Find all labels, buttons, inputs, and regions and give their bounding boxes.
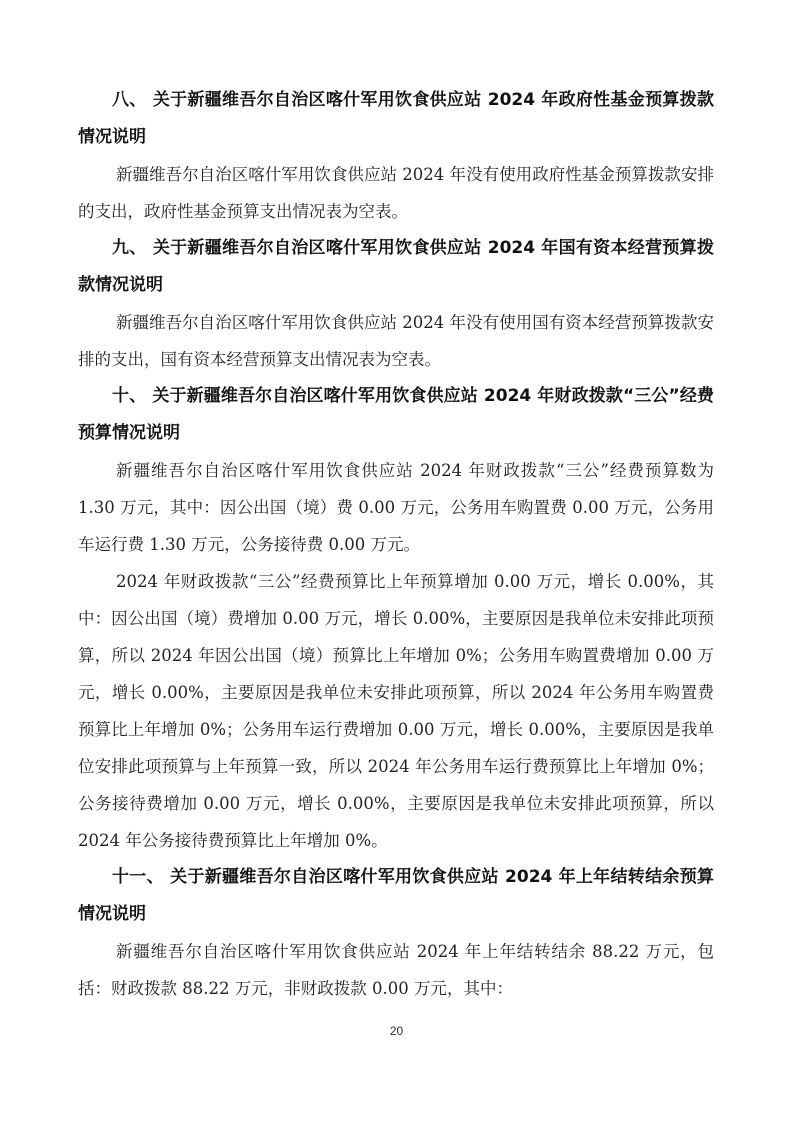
section-heading-11: 十一、 关于新疆维吾尔自治区喀什军用饮食供应站 2024 年上年结转结余预算情况说明 bbox=[78, 867, 714, 924]
section-paragraph: 新疆维吾尔自治区喀什军用饮食供应站 2024 年没有使用国有资本经营预算拨款安排的支出，国有资本经营预算支出情况表为空表。 bbox=[78, 313, 714, 369]
page-number: 20 bbox=[389, 1024, 404, 1038]
section-paragraph: 新疆维吾尔自治区喀什军用饮食供应站 2024 年没有使用政府性基金预算拨款安排的支出，政府性基金预算支出情况表为空表。 bbox=[78, 165, 714, 221]
section-paragraph: 新疆维吾尔自治区喀什军用饮食供应站 2024 年财政拨款“三公”经费预算数为 1.30 万元，其中：因公出国（境）费 0.00 万元，公务用车购置费 0.00 万元，公务用车运行费 1.30 万元，公务接待费 0.00 万元。 bbox=[78, 461, 714, 554]
section-paragraph: 2024 年财政拨款“三公”经费预算比上年预算增加 0.00 万元，增长 0.00%，其中：因公出国（境）费增加 0.00 万元，增长 0.00%，主要原因是我单位未安排此项预算，所以 2024 年因公出国（境）预算比上年增加 0%；公务用车购置费增加 0.00 万元，增长 0.00%，主要原因是我单位未安排此项预算，所以 2024 年公务用车购置费预算比上年增加 0%；公务用车运行费增加 0.00 万元，增长 0.00%，主要原因是我单位安排此项预算与上年预算一致，所以 2024 年公务用车运行费预算比上年增加 0%；公务接待费增加 0.00 万元，增长 0.00%，主要原因是我单位未安排此项预算，所以 2024 年公务接待费预算比上年增加 0%。 bbox=[78, 572, 714, 850]
section-paragraph: 新疆维吾尔自治区喀什军用饮食供应站 2024 年上年结转结余 88.22 万元，包括：财政拨款 88.22 万元，非财政拨款 0.00 万元，其中： bbox=[78, 942, 714, 998]
page-content bbox=[78, 82, 714, 1007]
section-heading-8: 八、 关于新疆维吾尔自治区喀什军用饮食供应站 2024 年政府性基金预算拨款情况说明 bbox=[78, 90, 714, 147]
section-heading-9: 九、 关于新疆维吾尔自治区喀什军用饮食供应站 2024 年国有资本经营预算拨款情况说明 bbox=[78, 238, 714, 295]
section-heading-10: 十、 关于新疆维吾尔自治区喀什军用饮食供应站 2024 年财政拨款“三公”经费预算情况说明 bbox=[78, 386, 714, 443]
